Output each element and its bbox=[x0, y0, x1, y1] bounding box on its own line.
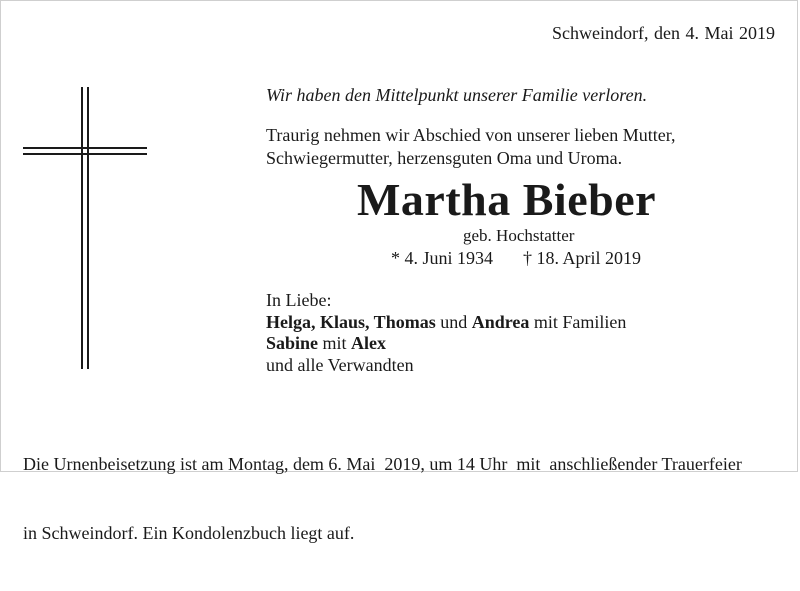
birth-date: * 4. Juni 1934 bbox=[391, 248, 494, 268]
intro-line-1: Traurig nehmen wir Abschied von unserer lieben Mutter, bbox=[266, 125, 676, 145]
motto: Wir haben den Mittelpunkt unserer Familie verloren. bbox=[266, 85, 648, 105]
death-date: † 18. April 2019 bbox=[523, 248, 642, 268]
funeral-line-2: in Schweindorf. Ein Kondolenzbuch liegt auf. bbox=[23, 523, 355, 543]
conjunction: und bbox=[435, 311, 472, 332]
mourner-name-3: Sabine bbox=[266, 333, 319, 353]
mourners-line-1 bbox=[266, 312, 626, 334]
deceased-name: Martha Bieber bbox=[357, 174, 657, 225]
mourner-names-1: Helga, Klaus, Thomas bbox=[266, 311, 436, 332]
intro-line-2: Schwiegermutter, herzensguten Oma und Uroma. bbox=[266, 148, 623, 168]
funeral-info bbox=[23, 407, 742, 591]
with-families: mit Familien bbox=[529, 311, 627, 332]
life-dates bbox=[391, 248, 641, 269]
cross-icon bbox=[23, 87, 149, 373]
mourners-relatives: und alle Verwandten bbox=[266, 354, 414, 375]
place-date: Schweindorf, den 4. Mai 2019 bbox=[552, 23, 775, 43]
mourners bbox=[266, 290, 626, 376]
mourners-line-2 bbox=[266, 333, 626, 355]
conjunction-with: mit bbox=[318, 333, 352, 353]
mourner-name-2: Andrea bbox=[471, 311, 530, 332]
mourners-heading: In Liebe: bbox=[266, 290, 332, 310]
funeral-line-1: Die Urnenbeisetzung ist am Montag, dem 6. Mai 2019, um 14 Uhr mit anschließender Trauerfeier bbox=[23, 454, 742, 474]
birth-name: geb. Hochstatter bbox=[463, 226, 575, 245]
mourner-name-4: Alex bbox=[351, 333, 387, 353]
intro-text bbox=[266, 124, 676, 170]
